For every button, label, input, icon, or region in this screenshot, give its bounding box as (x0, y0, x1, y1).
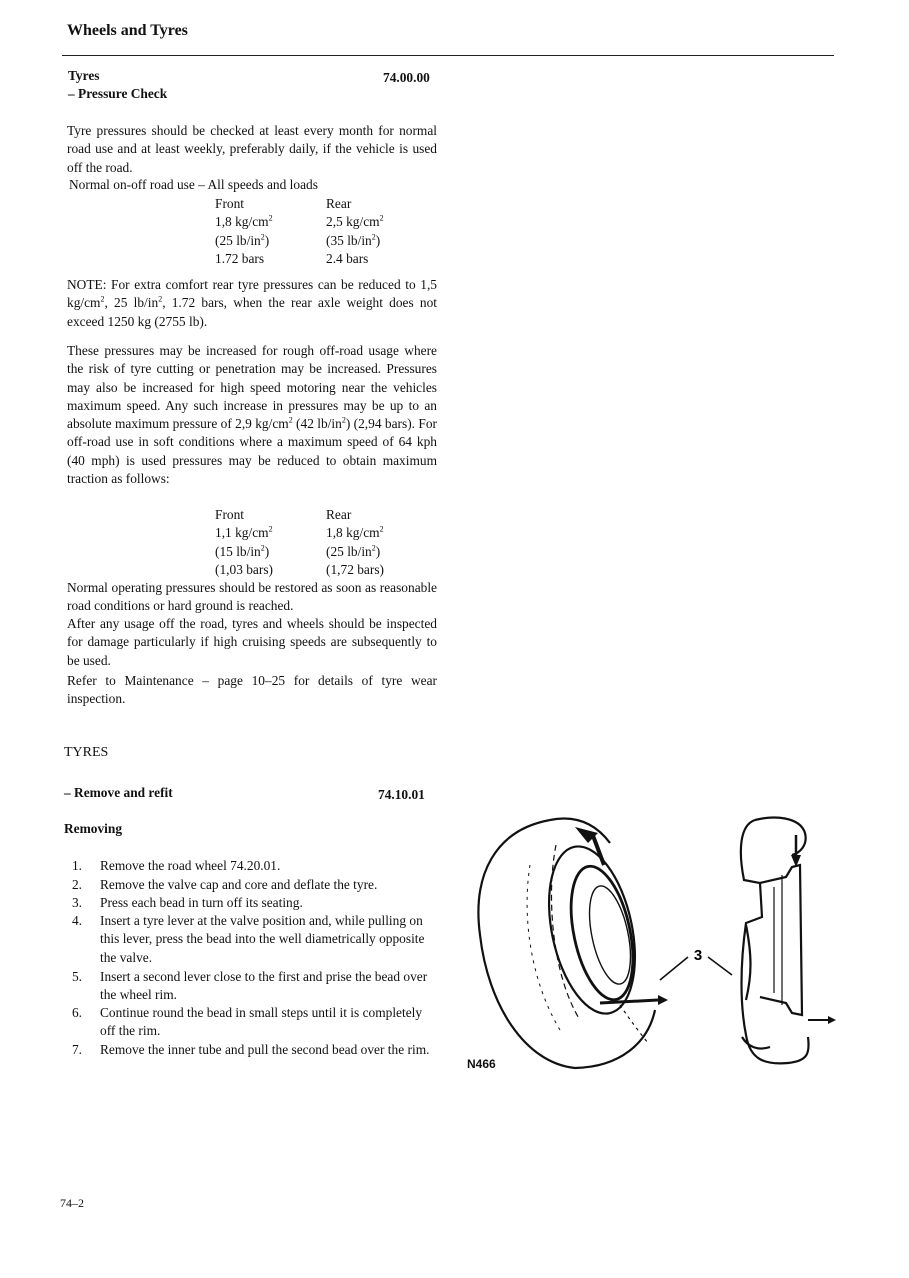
section-code: 74.00.00 (383, 70, 430, 85)
section-subtitle-pressure-check: – Pressure Check (68, 86, 168, 101)
tyre-lever-lower (600, 1000, 658, 1003)
pressure-paragraph: Tyre pressures should be checked at least every month for normal road use and at least weekly, preferably daily, if the vehicle is used off the road. (67, 123, 437, 175)
tyre-diagram (470, 805, 850, 1075)
callout-leader (660, 957, 688, 980)
pressure-table-front (215, 195, 273, 268)
inspection-paragraph: After any usage off the road, tyres and wheels should be inspected for damage particularly if high cruising speeds are subsequently to be used. (67, 616, 437, 668)
arrow-icon (658, 995, 668, 1005)
table-cell: 1,8 $kg/cm^2$ (326, 524, 384, 541)
table-cell: (35 $lb/in^2$) (326, 232, 381, 248)
tyre-lever-upper (592, 833, 604, 865)
section-subtitle-remove-refit: – Remove and refit (64, 785, 173, 800)
table-cell: (1,72 bars) (326, 561, 385, 577)
table-header-rear: Rear (326, 196, 352, 211)
removing-heading: Removing (64, 821, 123, 836)
figure-id: N466 (467, 1057, 496, 1071)
callout-leader (708, 957, 732, 975)
table-header-front: Front (215, 507, 245, 522)
tyre-removal-figure (467, 805, 850, 1075)
table-cell: (1,03 bars) (215, 561, 274, 577)
header-rule (62, 55, 834, 56)
restore-paragraph: Normal operating pressures should be restored as soon as reasonable road conditions or hard ground is reached. (67, 580, 437, 614)
offroad-table-front (215, 506, 273, 579)
normal-use-line: Normal on-off road use – All speeds and loads (69, 177, 318, 192)
table-cell: (25 $lb/in^2$) (215, 232, 270, 248)
table-header-rear: Rear (326, 507, 352, 522)
note-paragraph: NOTE: For extra comfort rear tyre pressures can be reduced to 1,5 $kg/cm^2$, 25 $lb/in^2$, 1.72 bars, when the rear axle weight does not exceed 1250 kg (2755 lb). (67, 277, 437, 329)
list-item: 1. Remove the road wheel 74.20.01. (71, 858, 281, 873)
list-item: 6. Continue round the bead in small steps until it is completely off the rim. (71, 1005, 423, 1039)
table-cell: (25 $lb/in^2$) (326, 543, 381, 559)
page-header-title: Wheels and Tyres (67, 22, 188, 39)
table-cell: (15 $lb/in^2$) (215, 543, 270, 559)
wheel-cross-section (741, 818, 809, 1064)
section-code: 74.10.01 (378, 787, 425, 802)
maintenance-reference: Refer to Maintenance – page 10–25 for details of tyre wear inspection. (67, 673, 437, 707)
list-item: 5. Insert a second lever close to the first and prise the bead over the wheel rim. (71, 969, 428, 1003)
offroad-table-rear (326, 506, 384, 579)
list-item: 3. Press each bead in turn off its seating. (71, 895, 303, 910)
table-cell: 1.72 bars (215, 250, 265, 266)
table-cell: 1,1 $kg/cm^2$ (215, 524, 273, 541)
page-number: 74–2 (60, 1196, 84, 1210)
table-cell: 1,8 $kg/cm^2$ (215, 213, 273, 230)
increase-paragraph: These pressures may be increased for rough off-road usage where the risk of tyre cutting or penetration may be increased. Pressures may also be increased for high speed motoring near the vehicles maximum speed. Any such increase in pressures may be up to an absolute maximum pressure of 2,9 $kg/cm^2$ (42 $lb/in^2$) (2,94 bars). For off-road use in soft conditions where a maximum speed of 64 kph (40 mph) is used pressures may be reduced to obtain maximum traction as follows: (67, 343, 437, 487)
list-item: 2. Remove the valve cap and core and deflate the tyre. (71, 877, 378, 892)
list-item: 7. Remove the inner tube and pull the second bead over the rim. (71, 1042, 430, 1057)
table-cell: 2.4 bars (326, 250, 369, 266)
pressure-table-rear (326, 195, 384, 268)
tyre-perspective-drawing (478, 819, 655, 1068)
table-header-front: Front (215, 196, 245, 211)
section-heading-tyres: TYRES (64, 745, 109, 760)
list-item: 4. Insert a tyre lever at the valve position and, while pulling on this lever, press the bead into the well diametrically opposite the valve. (71, 913, 425, 965)
table-cell: 2,5 $kg/cm^2$ (326, 213, 384, 230)
arrow-icon (828, 1016, 836, 1024)
callout-label: 3 (693, 947, 703, 964)
section-title-tyres: Tyres (68, 68, 100, 83)
